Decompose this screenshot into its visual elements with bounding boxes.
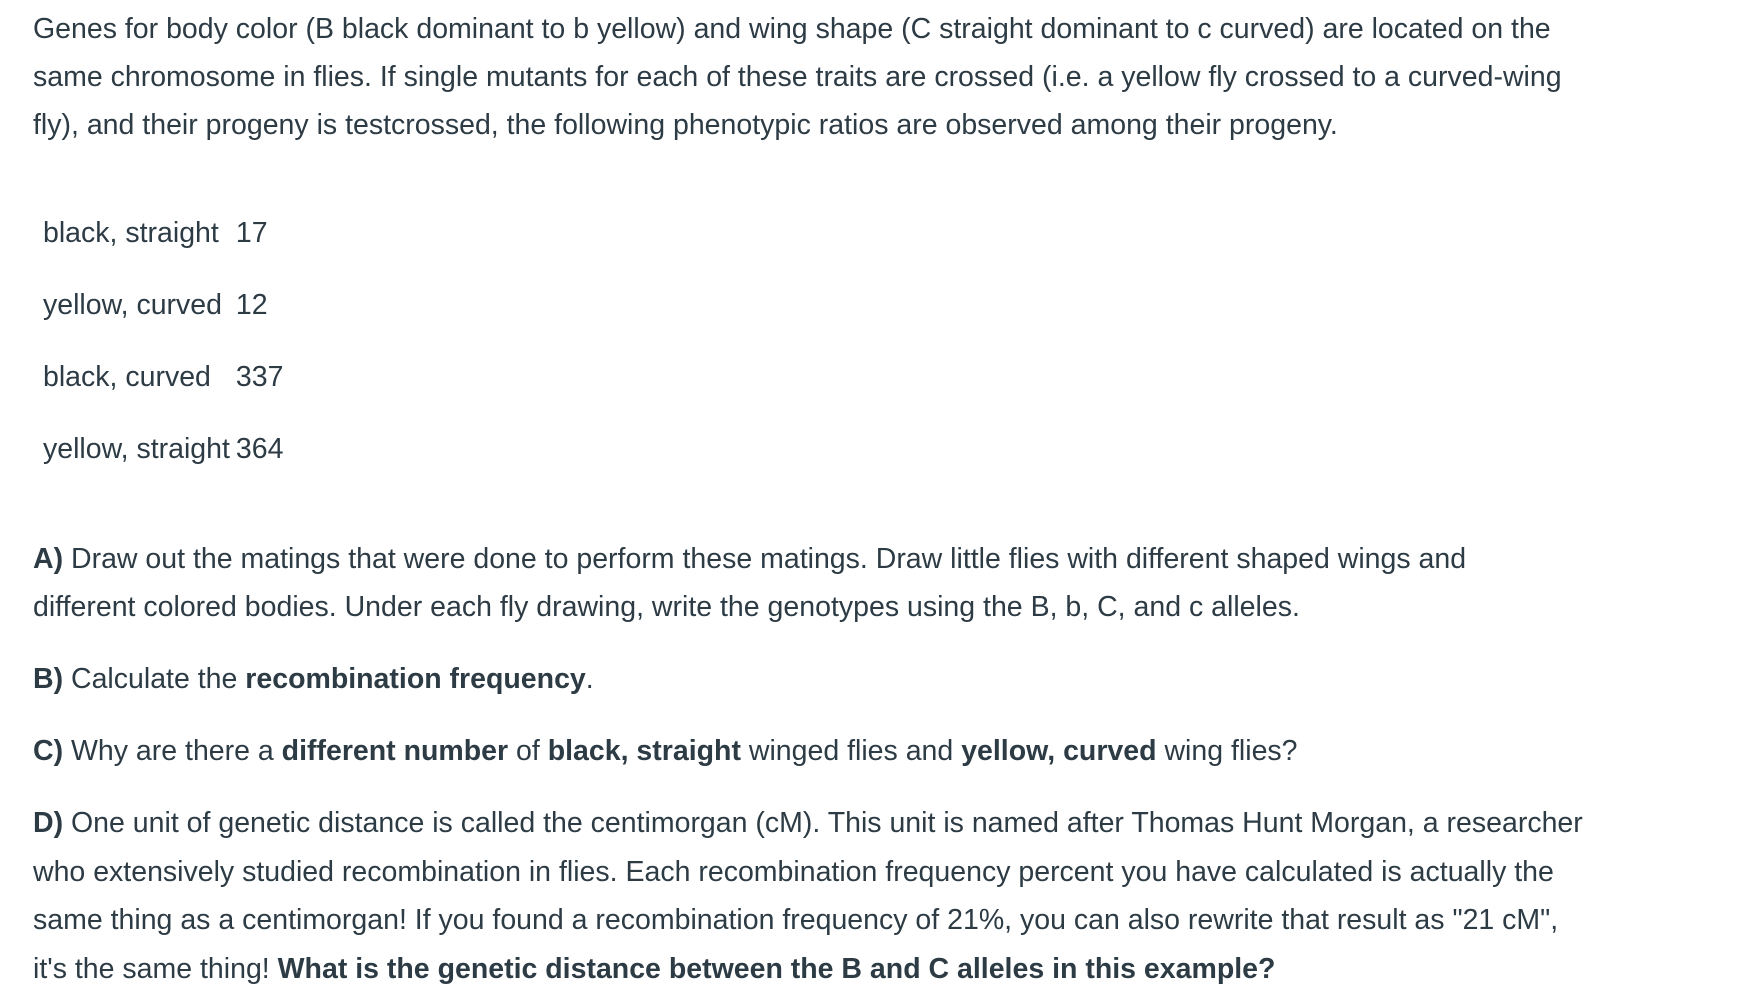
table-row bbox=[43, 269, 283, 341]
phenotype-cell: yellow, straight bbox=[43, 433, 230, 465]
question-b-bold-1: recombination frequency bbox=[245, 663, 586, 695]
intro-line-2: same chromosome in flies. If single mutants for each of these traits are crossed (i.e. a yellow fly crossed to a curved-wing bbox=[33, 61, 1562, 93]
question-d-line-2: who extensively studied recombination in flies. Each recombination frequency percent you have calculated is actually the bbox=[33, 855, 1554, 888]
phenotype-cell: yellow, curved bbox=[43, 289, 223, 321]
question-b-text-1: Calculate the bbox=[63, 663, 246, 695]
table-row bbox=[43, 413, 283, 485]
count-cell: 12 bbox=[235, 289, 268, 321]
question-d-line-1 bbox=[33, 799, 1747, 848]
phenotype-table bbox=[43, 197, 283, 485]
table-row bbox=[43, 197, 283, 269]
count-cell: 17 bbox=[235, 217, 268, 249]
question-c-text-3: winged flies and bbox=[740, 735, 962, 767]
question-a-text-1: Draw out the matings that were done to perform these matings. Draw little flies with different shaped wings and bbox=[63, 543, 1467, 575]
question-a-line-2: different colored bodies. Under each fly drawing, write the genotypes using the B, b, C, and c alleles. bbox=[33, 591, 1300, 623]
intro-paragraph bbox=[33, 5, 1747, 149]
intro-line-3: fly), and their progeny is testcrossed, the following phenotypic ratios are observed among their progeny. bbox=[33, 109, 1338, 141]
phenotype-cell: black, curved bbox=[43, 361, 211, 393]
question-c-bold-3: yellow, curved bbox=[961, 735, 1157, 767]
question-c-bold-2: black, straight bbox=[547, 735, 741, 767]
question-d-text-4: it's the same thing! bbox=[33, 952, 278, 985]
question-c-bold-1: different number bbox=[281, 735, 509, 767]
question-c-text-2: of bbox=[508, 735, 548, 767]
question-d-line-4 bbox=[33, 945, 1747, 994]
question-c-text-1: Why are there a bbox=[63, 735, 282, 767]
question-b bbox=[33, 655, 1747, 703]
count-cell: 364 bbox=[235, 433, 284, 465]
question-d-text-1: One unit of genetic distance is called the centimorgan (cM). This unit is named after Thomas Hunt Morgan, a researcher bbox=[63, 807, 1583, 839]
intro-line-1: Genes for body color (B black dominant to b yellow) and wing shape (C straight dominant to c curved) are located on the bbox=[33, 13, 1551, 45]
question-a bbox=[33, 535, 1747, 631]
question-a-line-1 bbox=[33, 535, 1747, 583]
question-d-line-3: same thing as a centimorgan! If you found a recombination frequency of 21%, you can also rewrite that result as "21 cM", bbox=[33, 904, 1559, 936]
question-c-text-4: wing flies? bbox=[1156, 735, 1298, 767]
phenotype-cell: black, straight bbox=[43, 217, 219, 249]
question-c bbox=[33, 727, 1747, 775]
question-c-label: C) bbox=[33, 735, 64, 767]
table-row bbox=[43, 341, 283, 413]
question-b-text-2: . bbox=[585, 663, 594, 695]
question-a-label: A) bbox=[33, 543, 64, 575]
question-b-label: B) bbox=[33, 663, 64, 695]
count-cell: 337 bbox=[235, 361, 284, 393]
question-d bbox=[33, 799, 1747, 993]
question-b-line bbox=[33, 655, 1747, 703]
question-d-label: D) bbox=[33, 807, 64, 839]
question-d-bold-4: What is the genetic distance between the B and C alleles in this example? bbox=[277, 952, 1276, 985]
question-c-line bbox=[33, 727, 1747, 775]
